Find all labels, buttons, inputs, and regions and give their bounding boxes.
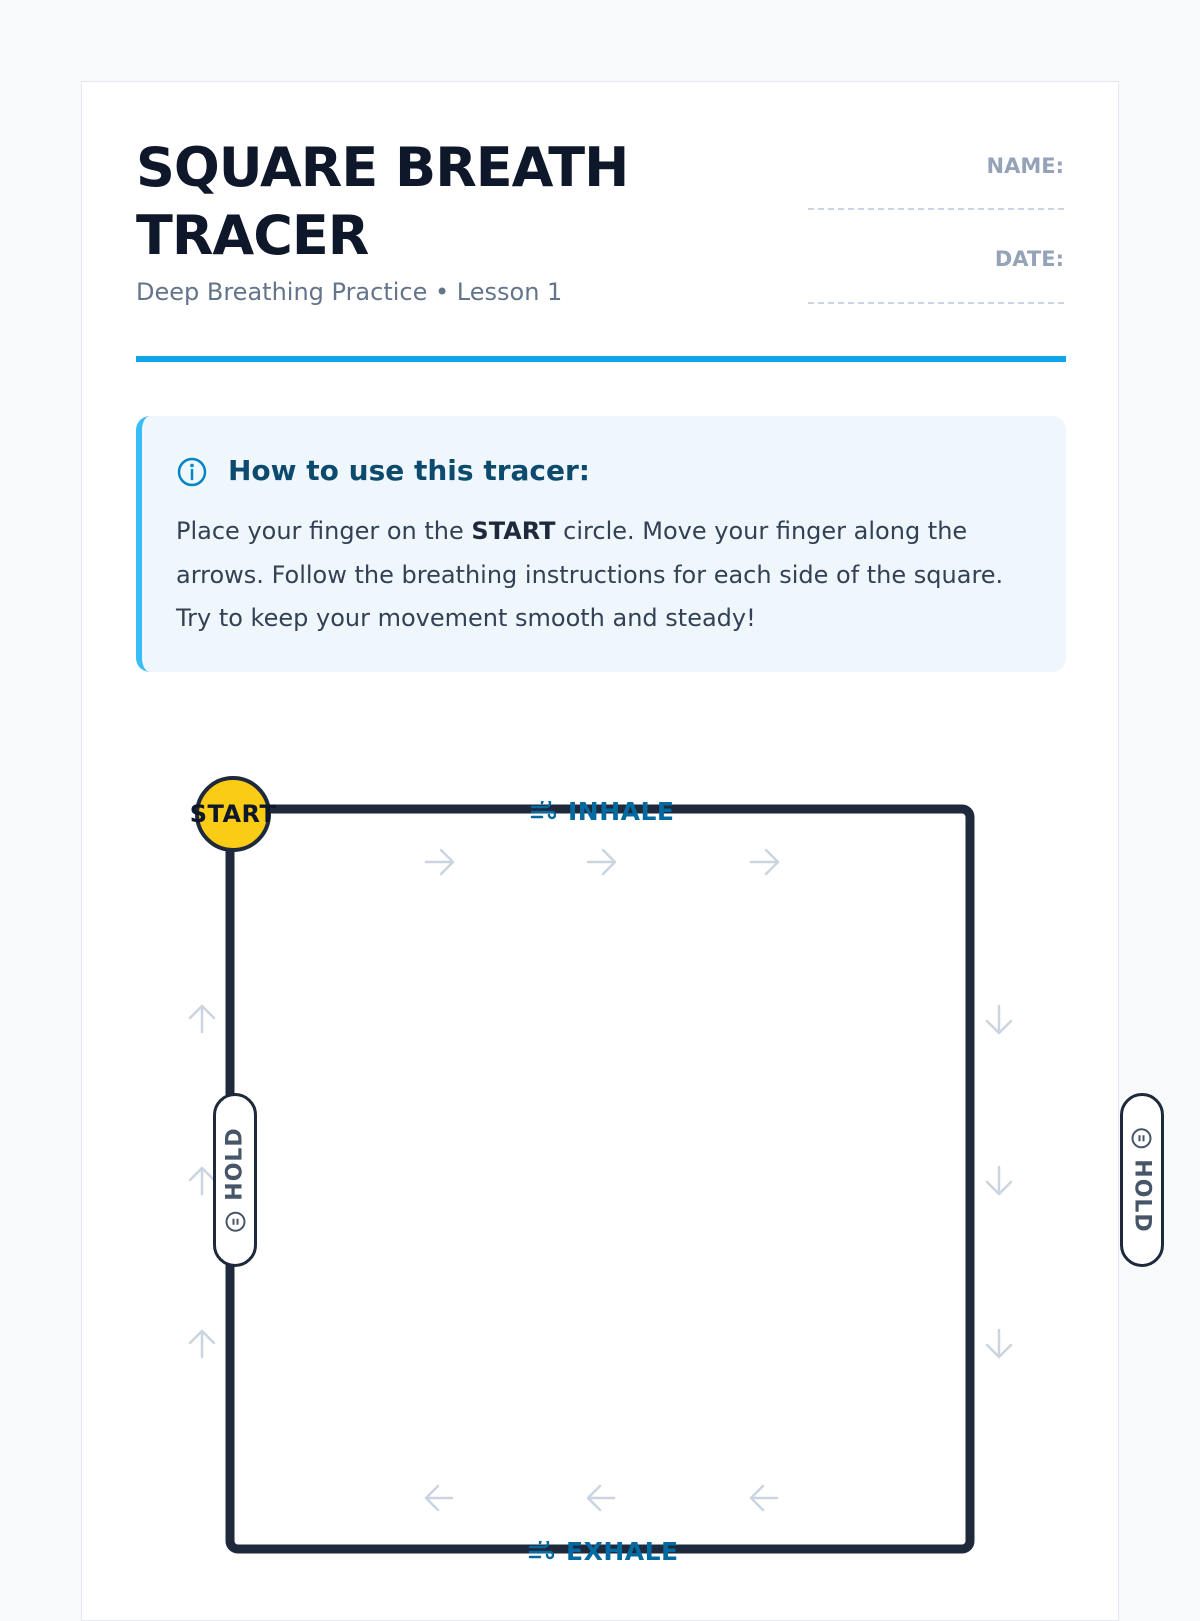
arrow-up-icon [190,1006,214,1357]
name-label: NAME: [986,154,1064,178]
inhale-text: INHALE [568,797,675,826]
exhale-text: EXHALE [566,1537,679,1566]
hold-right-content [1130,1127,1155,1232]
tracer-square-path [230,809,970,1549]
hold-left-content [223,1127,248,1232]
instructions-text-part-2: circle. Move your finger along the arrows. Follow the breathing instructions for each side of the square. Try to keep your movement smooth and steady! [176,517,1004,632]
date-label: DATE: [994,247,1064,271]
hold-right-text: HOLD [1129,1159,1155,1233]
title-line-2: TRACER [136,204,369,267]
instructions-heading: How to use this tracer: [228,454,591,487]
inhale-label [530,797,675,826]
title-line-1: SQUARE BREATH [136,136,629,199]
wind-icon [528,1541,554,1563]
instructions-text-part-1: Place your finger on the [176,517,472,545]
page-subtitle: Deep Breathing Practice • Lesson 1 [136,278,563,306]
pause-circle-icon [225,1211,247,1233]
wind-icon [530,801,556,823]
hold-pill-left [213,1093,257,1267]
instructions-start-emphasis: START [471,517,556,545]
start-label: START [189,800,277,828]
hold-pill-right [1120,1093,1164,1267]
exhale-label [528,1537,679,1566]
arrow-left-icon [426,1486,777,1510]
arrow-down-icon [987,1006,1011,1357]
pause-circle-icon [1131,1127,1153,1149]
hold-left-text: HOLD [222,1127,248,1201]
arrow-right-icon [426,850,778,874]
start-circle[interactable] [189,776,277,852]
